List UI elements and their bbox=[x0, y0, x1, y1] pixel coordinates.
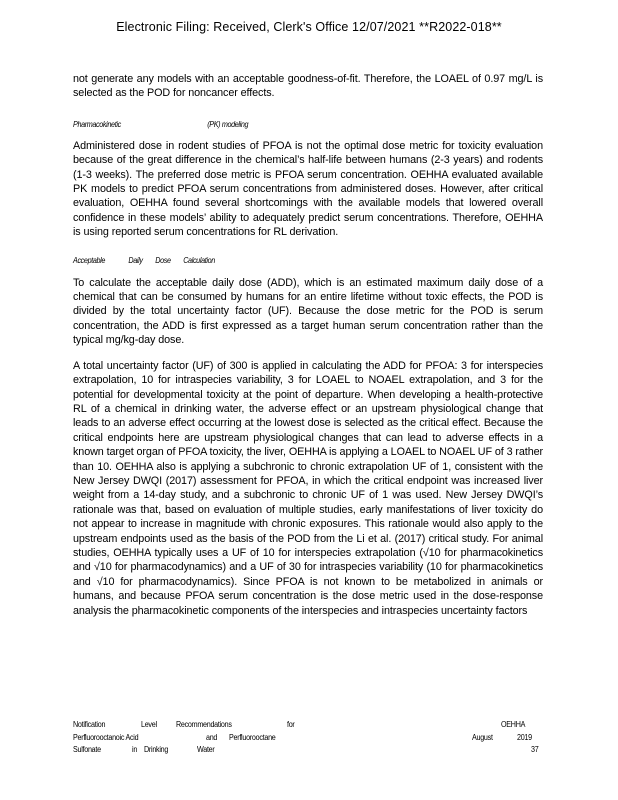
footer-text: in bbox=[132, 745, 138, 755]
footer-text: Recommendations bbox=[176, 720, 232, 729]
footer-text: Perfluorooctane bbox=[229, 732, 276, 742]
paragraph-pk-modeling: Administered dose in rodent studies of PFOA is not the optimal dose metric for toxicity evaluation because of the great difference in the chemical’s half-life between humans (2-3 years) and rodents (1-3 weeks). The preferred dose metric is PFOA serum concentration. OEHHA evaluated available PK models to predict PFOA serum concentrations from administered doses. However, after critical evaluation, OEHHA found several shortcomings with the available models that lowered overall confidence in these models’ ability to adequately predict serum concentrations. Therefore, OEHHA is using reported serum concentrations for RL derivation. bbox=[73, 139, 543, 239]
paragraph-uncertainty-factor: A total uncertainty factor (UF) of 300 is applied in calculating the ADD for PFOA: 3 for interspecies extrapolation, 10 for intraspecies variability, 3 for LOAEL to NOAEL extrapolation, and 3 for the potential for developmental toxicity at the point of departure. When developing a health-protective RL of a chemical in drinking water, the adverse effect or an upstream physiological change that leads to an adverse effect occurring at the lowest dose is selected as the critical effect. Because the critical endpoints here are upstream physiological changes that can lead to adverse effects in a known target organ of PFOA toxicity, the liver, OEHHA is applying a LOAEL to NOAEL UF of 3 rather than 10. OEHHA also is applying a subchronic to chronic extrapolation UF of 1, consistent with the New Jersey DWQI (2017) assessment for PFOA, in which the critical endpoint was increased liver weight from a 14-day study, and a subchronic to chronic UF of 1 was used. New Jersey DWQI’s rationale was that, based on evaluation of multiple studies, early manifestations of liver toxicity do not appear to increase in magnitude with chronic exposures. This rationale would also apply to the upstream endpoints used as the basis of the POD from the Li et al. (2017) critical study. For animal studies, OEHHA typically uses a UF of 10 for interspecies extrapolation (√10 for pharmacokinetics and √10 for pharmacodynamics) and a UF of 30 for intraspecies variability (10 for pharmacokinetics and √10 for pharmacodynamics). Since PFOA is not known to be metabolized in animals or humans, and because PFOA serum concentration is the dose metric used in the dose-response analysis the pharmacokinetic components of the interspecies and intraspecies uncertainty factors bbox=[73, 359, 543, 617]
footer-text: and bbox=[206, 732, 218, 742]
footer-text: Sulfonate bbox=[73, 745, 101, 755]
page-footer bbox=[73, 719, 543, 757]
footer-text: OEHHA bbox=[501, 720, 526, 729]
footer-text: Water bbox=[197, 745, 215, 755]
section-heading-add-calculation bbox=[73, 256, 496, 265]
heading-word: Dose bbox=[155, 255, 171, 265]
footer-line-3 bbox=[73, 744, 543, 757]
page-number: 37 bbox=[531, 745, 539, 755]
paragraph-add-definition: To calculate the acceptable daily dose (ADD), which is an estimated maximum daily dose of a chemical that can be consumed by humans for an entire lifetime without toxic effects, the POD is divided by the total uncertainty factor (UF). Because the dose metric for the POD is serum concentration, the ADD is first expressed as a target human serum concentration rather than the typical mg/kg-day dose. bbox=[73, 276, 543, 347]
filing-stamp-header: Electronic Filing: Received, Clerk's Office 12/07/2021 **R2022-018** bbox=[116, 20, 502, 34]
footer-line-1 bbox=[73, 719, 543, 732]
footer-text: 2019 bbox=[517, 732, 532, 742]
heading-word: (PK) modeling bbox=[207, 119, 249, 129]
footer-text: Level bbox=[141, 720, 157, 729]
footer-line-2 bbox=[73, 732, 543, 745]
footer-text: Drinking bbox=[144, 745, 169, 755]
paragraph-continuation: not generate any models with an acceptable goodness-of-fit. Therefore, the LOAEL of 0.97 mg/L is selected as the POD for noncancer effects. bbox=[73, 73, 543, 100]
document-body bbox=[73, 72, 543, 618]
heading-word: Daily bbox=[128, 255, 143, 265]
footer-text: for bbox=[287, 720, 295, 729]
footer-text: Notification bbox=[73, 720, 106, 729]
heading-word: Calculation bbox=[183, 255, 215, 265]
heading-word: Pharmacokinetic bbox=[73, 119, 121, 129]
section-heading-pk-modeling bbox=[73, 120, 496, 129]
footer-text: August bbox=[472, 732, 493, 742]
heading-word: Acceptable bbox=[73, 255, 106, 265]
footer-text: Perfluorooctanoic Acid bbox=[73, 732, 139, 742]
